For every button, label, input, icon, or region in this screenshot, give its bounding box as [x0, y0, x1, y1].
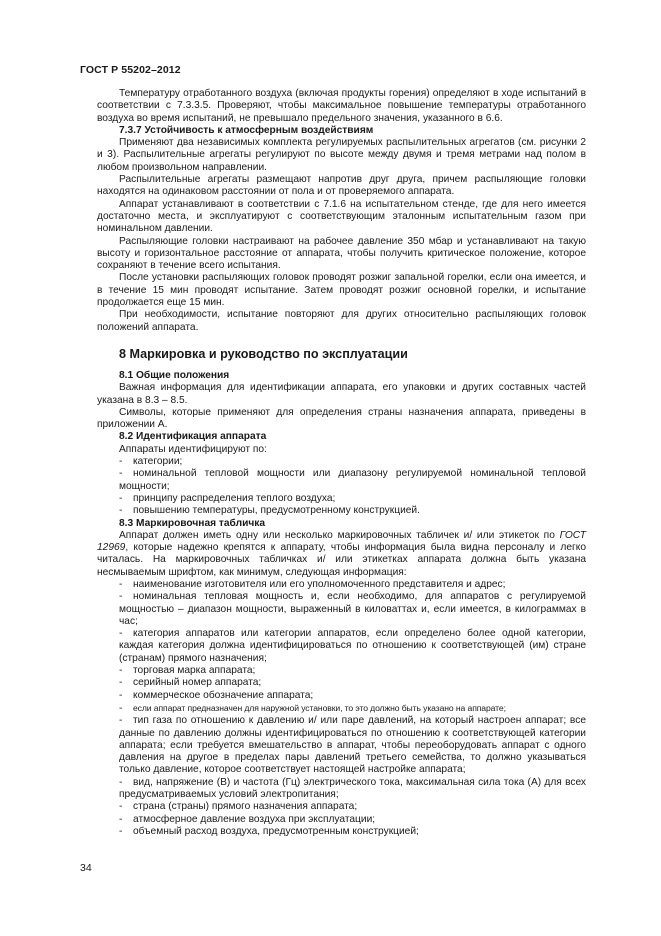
paragraph: Аппарат устанавливают в соответствии с 7.1.6 на испытательном стенде, где для него имеется достаточно места, и эксплуатируют с соответствующим эталонным испытательным газом при номинальном давлении. — [97, 198, 586, 235]
list-item: - если аппарат предназначен для наружной установки, то это должно быть указано на аппарате; — [119, 702, 506, 714]
paragraph: Применяют два независимых комплекта регулируемых распылительных агрегатов (см. рисунки 2 и 3). Распылительные агрегаты регулируют по высоте между двумя и тремя метрами над полом в любом произвольном направлении. — [97, 137, 586, 173]
subsection-heading: 8.3 Маркировочная табличка — [119, 517, 266, 529]
list-item: - категория аппаратов или категории аппаратов, если определено более одной категории, каждая категория должна идентифицироваться по отношению к соответствующей (им) стране (странам) прямого назначения; — [119, 628, 586, 664]
paragraph: Символы, которые применяют для определения страны назначения аппарата, приведены в приложении А. — [97, 406, 586, 431]
list-item: - номинальная тепловая мощность и, если необходимо, для аппаратов с регулируемой мощностью – диапазон мощности, выраженный в киловаттах и, если имеется, в килограммах в час; — [119, 591, 586, 627]
list-item: - номинальной тепловой мощности или диапазону регулируемой номинальной тепловой мощности; — [119, 468, 586, 492]
paragraph: Аппарат должен иметь одну или несколько маркировочных табличек и/ или этикеток по ГОСТ 12969, которые надежно крепятся к аппарату, чтобы информация была видна персоналу и легко читалась. На маркировочных табличках и/ или этикетках аппарата должна быть указана несмываемым шрифтом, как минимум, следующая информация: — [97, 529, 586, 578]
subsection-heading: 7.3.7 Устойчивость к атмосферным воздействиям — [119, 124, 374, 136]
list-item: - повышению температуры, предусмотренному конструкцией. — [119, 505, 420, 517]
list-item: - наименование изготовителя или его уполномоченного представителя и адрес; — [119, 578, 506, 590]
paragraph: Важная информация для идентификации аппарата, его упаковки и других составных частей указана в 8.3 – 8.5. — [97, 382, 586, 406]
list-item: - атмосферное давление воздуха при эксплуатации; — [119, 813, 376, 825]
list-item: - коммерческое обозначение аппарата; — [119, 689, 314, 701]
subsection-heading: 8.1 Общие положения — [119, 369, 230, 381]
list-item: - страна (страны) прямого назначения аппарата; — [119, 801, 358, 813]
document-body — [97, 88, 586, 838]
paragraph: Температуру отработанного воздуха (включая продукты горения) определяют в ходе испытаний в соответствии с 7.3.3.5. Проверяют, чтобы максимальное повышение температуры отработанного воздуха во время испытаний, не превышало предельного значения, указанного в 6.6. — [97, 88, 586, 124]
subsection-heading: 8.2 Идентификация аппарата — [119, 431, 267, 443]
list-item: - категории; — [119, 456, 183, 468]
list-item: - серийный номер аппарата; — [119, 677, 262, 689]
paragraph: Распылительные агрегаты размещают напротив друг друга, причем распыляющие головки находятся на одинаковом расстоянии от пола и от проверяемого аппарата. — [97, 174, 586, 198]
list-item: - торговая марка аппарата; — [119, 665, 256, 677]
list-item: - вид, напряжение (В) и частота (Гц) электрического тока, максимальная сила тока (А) для всех предусматриваемых условий электропитания; — [119, 776, 586, 801]
page-number: 34 — [80, 862, 92, 874]
list-item: - тип газа по отношению к давлению и/ или паре давлений, на который настроен аппарат; все данные по давлению должны идентифицироваться по отношению к соответствующей категории аппарата; если требуется вмешательство в аппарат, чтобы переоборудовать аппарат с одного давления на другое в пределах пары давлений третьего семейства, то должно указываться только давление, которое соответствует настоящей настройке аппарата; — [119, 715, 586, 776]
list-item: - объемный расход воздуха, предусмотренным конструкцией; — [119, 825, 419, 837]
standard-reference: ГОСТ 12969 — [97, 529, 586, 554]
document-header: ГОСТ Р 55202–2012 — [80, 64, 181, 76]
paragraph: Аппараты идентифицируют по: — [119, 443, 267, 455]
paragraph: При необходимости, испытание повторяют для других относительно распыляющих головок положений аппарата. — [97, 309, 586, 333]
paragraph: Распыляющие головки настраивают на рабочее давление 350 мбар и устанавливают на такую высоту и горизонтальное расстояние от аппарата, чтобы получить критическое положение, которое сохраняют в течение всего испытания. — [97, 235, 586, 272]
paragraph: После установки распыляющих головок проводят розжиг запальной горелки, если она имеется, и в течение 15 мин проводят испытание. Затем проводят розжиг основной горелки, и испытание продолжается еще 15 мин. — [97, 272, 586, 309]
section-heading: 8 Маркировка и руководство по эксплуатации — [119, 346, 408, 361]
list-item: - принципу распределения теплого воздуха; — [119, 492, 336, 504]
